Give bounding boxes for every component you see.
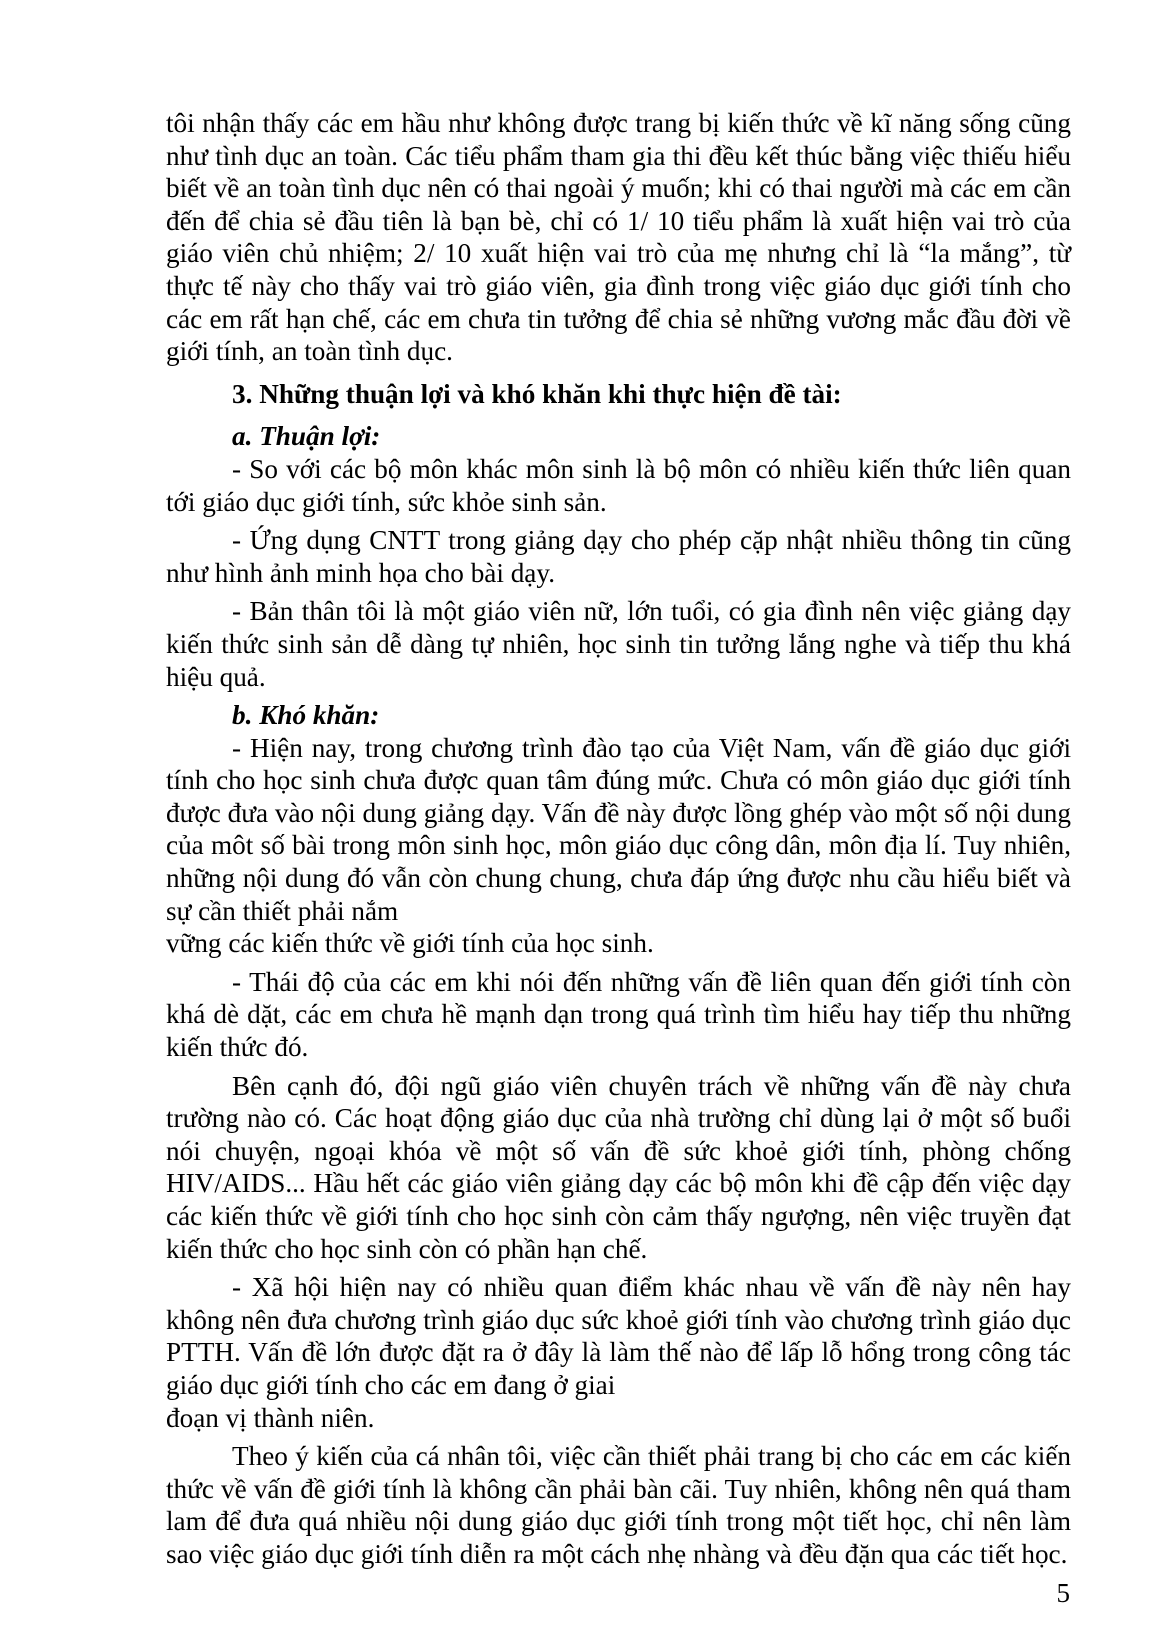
difficulty-4-line-5: đoạn vị thành niên. [166,1402,375,1433]
paragraph-intro-line-3: biết về an toàn tình dục nên có thai ngoài ý muốn; khi có thai người mà các em cần [166,173,1071,204]
difficulty-item-2: - Thái độ của các em khi nói đến những vấn đề liên quan đến giới tính còn khá dè dặt, các em chưa hề mạnh dạn trong quá trình tìm hiểu hay tiếp thu những kiến thức đó. [166,966,1071,1063]
paragraph-intro-line-7: các em rất hạn chế, các em chưa tin tưởng để chia sẻ những vương mắc đầu đời về [166,303,1071,334]
paragraph-intro-line-1: tôi nhận thấy các em hầu như không được trang bị kiến thức về kĩ năng sống cũng [166,108,1071,138]
difficulty-1-line-6: sự cần thiết phải nắm [166,895,399,926]
difficulty-4-line-2: không nên đưa chương trình giáo dục sức khoẻ giới tính vào chương trình giáo dục [166,1304,1071,1335]
paragraph-intro-line-8: giới tính, an toàn tình dục. [166,336,453,367]
difficulty-1-line-7: vững các kiến thức về giới tính của học sinh. [166,928,654,959]
paragraph-intro-line-4: đến để chia sẻ đầu tiên là bạn bè, chỉ có 1/ 10 tiểu phẩm là xuất hiện vai trò của [166,205,1071,236]
concluding-paragraph: Theo ý kiến của cá nhân tôi, việc cần thiết phải trang bị cho các em các kiến thức về vấn đề giới tính là không cần phải bàn cãi. Tuy nhiên, không nên quá tham lam để đưa quá nhiều nội dung giáo dục giới tính trong một tiết học, chỉ nên làm sao việc giáo dục giới tính diễn ra một cách nhẹ nhàng và đều đặn qua các tiết học. [166,1441,1071,1569]
difficulty-1-line-1: - Hiện nay, trong chương trình đào tạo của Việt Nam, vấn đề giáo dục giới [232,732,1071,763]
subheading-advantages: a. Thuận lợi: [232,421,381,452]
difficulty-4-line-3: PTTH. Vấn đề lớn được đặt ra ở đây là làm thế nào để lấp lỗ hổng trong công tác [166,1337,1071,1368]
paragraph-intro-line-2: như tình dục an toàn. Các tiểu phẩm tham gia thi đều kết thúc bằng việc thiếu hiểu [166,140,1071,171]
difficulty-1-line-5: những nội dung đó vẫn còn chung chung, chưa đáp ứng được nhu cầu hiểu biết và [166,863,1071,894]
difficulty-1-line-4: của môt số bài trong môn sinh học, môn giáo dục công dân, môn địa lí. Tuy nhiên, [166,830,1071,861]
section-heading: 3. Những thuận lợi và khó khăn khi thực hiện đề tài: [232,378,842,409]
difficulty-4-line-4: giáo dục giới tính cho các em đang ở giai [166,1369,616,1400]
subheading-difficulties: b. Khó khăn: [232,700,380,731]
difficulty-1-line-2: tính cho học sinh chưa được quan tâm đúng mức. Chưa có môn giáo dục giới tính [166,765,1071,796]
paragraph-intro-line-6: thực tế này cho thấy vai trò giáo viên, gia đình trong việc giáo dục giới tính cho [166,270,1071,301]
difficulty-item-3: Bên cạnh đó, đội ngũ giáo viên chuyên trách về những vấn đề này chưa trường nào có. Các hoạt động giáo dục của nhà trường chỉ dùng lại ở một số buổi nói chuyện, ngoại khóa về một số vấn đề sức khoẻ giới tính, phòng chống HIV/AIDS... Hầu hết các giáo viên giảng dạy các bộ môn khi đề cập đến việc dạy các kiến thức về giới tính cho học sinh còn cảm thấy ngượng, nên việc truyền đạt kiến thức cho học sinh còn có phần hạn chế. [166,1070,1071,1264]
advantage-item-2: - Ứng dụng CNTT trong giảng dạy cho phép cặp nhật nhiều thông tin cũng như hình ảnh minh họa cho bài dạy. [166,525,1071,588]
document-body [166,107,1071,1571]
advantage-item-1: - So với các bộ môn khác môn sinh là bộ môn có nhiều kiến thức liên quan tới giáo dục giới tính, sức khỏe sinh sản. [166,453,1071,517]
paragraph-intro-line-5: giáo viên chủ nhiệm; 2/ 10 xuất hiện vai trò của mẹ nhưng chỉ là “la mắng”, từ [166,238,1071,269]
difficulty-1-line-3: được đưa vào nội dung giảng dạy. Vấn đề này được lồng ghép vào một số nội dung [166,797,1071,828]
advantage-item-3: - Bản thân tôi là một giáo viên nữ, lớn tuổi, có gia đình nên việc giảng dạy kiến thức sinh sản dễ dàng tự nhiên, học sinh tin tưởng lắng nghe và tiếp thu khá hiệu quả. [166,596,1071,692]
difficulty-4-line-1: - Xã hội hiện nay có nhiều quan điểm khác nhau về vấn đề này nên hay [232,1272,1071,1303]
page-number: 5 [1056,1578,1070,1608]
